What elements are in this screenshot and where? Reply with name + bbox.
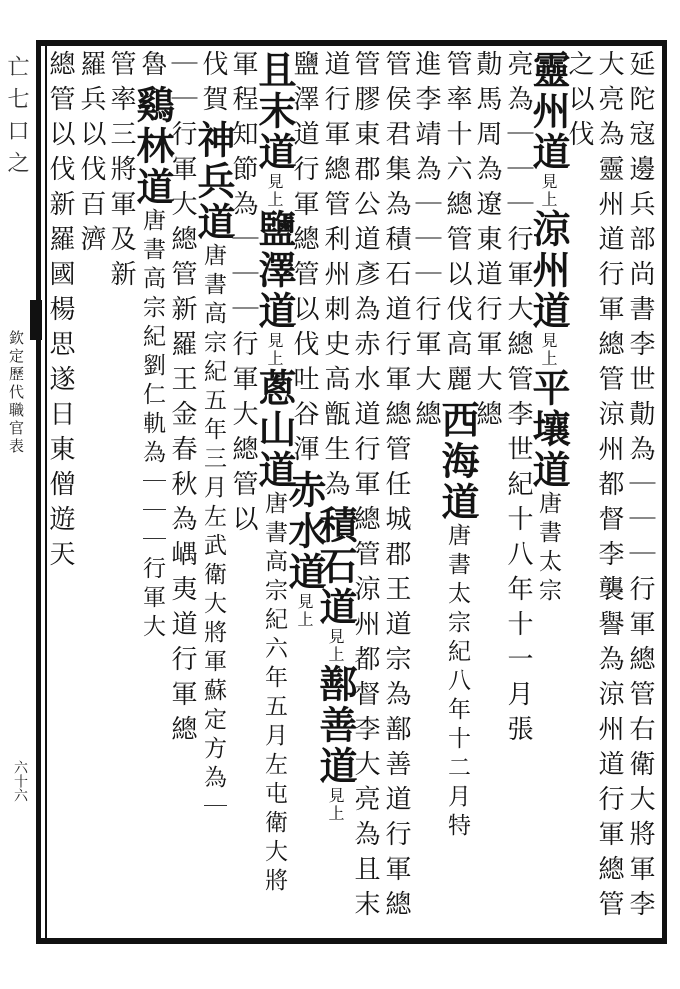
bottom-border	[36, 938, 666, 944]
cross-reference-note: 見上	[326, 628, 345, 664]
column-text: 伐賀	[198, 50, 228, 120]
cross-reference-note: 見上	[326, 787, 345, 823]
text-column	[130, 50, 175, 930]
column-text: 總管以伐新羅國楊思遂日東僧遊天	[45, 50, 75, 575]
column-text: 道行軍總管利州刺史高甑生為	[320, 50, 350, 505]
column-text: 亮為｜｜｜行軍大總管李世	[503, 50, 533, 470]
text-column	[191, 50, 236, 930]
annotation-text: 唐書高宗紀劉仁軌為｜｜｜行軍大	[139, 208, 165, 643]
text-column	[76, 50, 106, 930]
right-border	[662, 40, 667, 944]
text-column	[252, 50, 297, 930]
column-text: 以伐	[564, 85, 594, 155]
cross-reference-note: 見上	[265, 332, 284, 368]
text-column	[435, 50, 480, 930]
route-heading: 鹽澤道	[252, 209, 297, 332]
cross-reference-note: 見上	[265, 173, 284, 209]
text-column	[503, 50, 533, 930]
column-text: 軍程知節為｜｜｜行軍大總管以	[228, 50, 258, 540]
annotation-text: 唐書太宗紀八年十二月特	[444, 523, 470, 842]
gutter-title: 欽定歷代職官表	[7, 330, 25, 456]
route-heading: 神兵道	[191, 120, 236, 243]
column-text: 大亮為靈州道行軍總管涼州都督李襲譽為涼州道行軍總管	[594, 50, 624, 925]
column-text: 紀十八年十一月張	[503, 470, 533, 750]
annotation-text: 唐書高宗紀五年三月左武衛大將軍蘇定方為｜	[200, 243, 226, 823]
text-column	[625, 50, 655, 930]
column-text: 延陀寇邊兵部尚書李世勣為｜｜｜行軍總管右衛大將軍李	[625, 50, 655, 925]
route-heading: 平壤道	[526, 368, 571, 491]
text-column	[411, 50, 441, 930]
text-column	[594, 50, 624, 930]
column-text: 羅兵以伐百濟	[76, 50, 106, 260]
route-heading: 積石道	[313, 505, 358, 628]
column-text: 魯	[137, 50, 167, 85]
route-heading: 鷄林道	[130, 85, 175, 208]
column-text: ｜｜行軍大總管新羅王金春秋為嵎夷道行軍總	[167, 50, 197, 750]
text-column	[106, 50, 136, 930]
route-heading: 赤水道	[282, 470, 327, 593]
column-text: 管率十六總管以伐高麗	[442, 50, 472, 400]
text-column	[350, 50, 380, 930]
cross-reference-note: 見上	[539, 332, 558, 368]
left-border	[36, 40, 41, 944]
cross-reference-note: 見上	[539, 173, 558, 209]
text-column	[526, 50, 571, 930]
column-text: 管率三將軍及新	[106, 50, 136, 295]
column-text: 進李靖為｜｜｜行軍大總	[411, 50, 441, 435]
column-text: 勣馬周為遼東道行軍大總	[472, 50, 502, 435]
route-heading: 涼州道	[526, 209, 571, 332]
cross-reference-note: 見上	[295, 593, 314, 629]
column-text: 鹽澤道行軍總管以伐吐谷渾	[289, 50, 319, 470]
route-heading: 蔥山道	[252, 368, 297, 491]
route-heading: 西海道	[435, 400, 480, 523]
top-border	[36, 40, 666, 46]
column-text: 之	[564, 50, 594, 85]
route-heading: 鄯善道	[313, 664, 358, 787]
route-heading: 且末道	[252, 50, 297, 173]
edge-text: 亡七口之	[4, 55, 29, 183]
fold-mark	[30, 300, 42, 340]
annotation-text: 唐書高宗紀六年五月左屯衛大將	[261, 491, 287, 897]
column-text: 管膠東郡公道彥為赤水道行軍總管涼州都督李大亮為且末	[350, 50, 380, 925]
route-heading: 靈州道	[526, 50, 571, 173]
text-column	[381, 50, 411, 930]
annotation-text: 唐書太宗	[535, 491, 561, 607]
column-text: 管侯君集為積石道行軍總管任城郡王道宗為鄯善道行軍總	[381, 50, 411, 925]
page-number: 六十六	[12, 760, 28, 802]
text-column	[45, 50, 75, 930]
